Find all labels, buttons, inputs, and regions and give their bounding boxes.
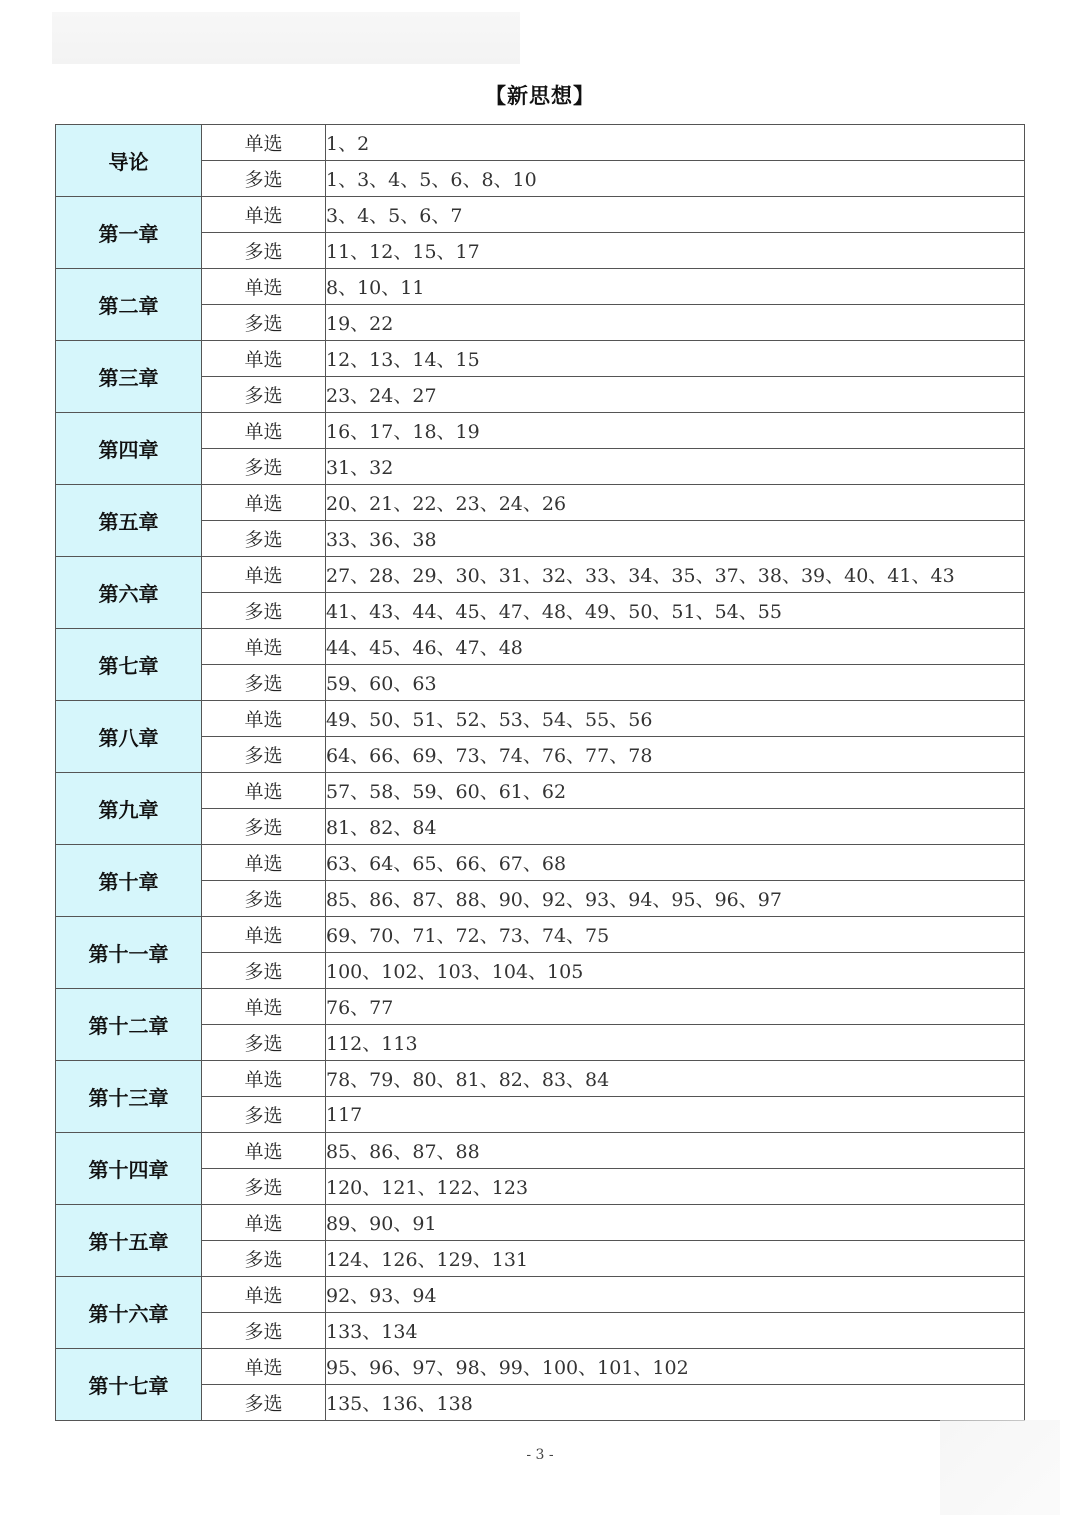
single-choice-numbers: 12、13、14、15 bbox=[326, 341, 1025, 377]
question-type-single: 单选 bbox=[202, 125, 326, 161]
chapter-row-multi bbox=[56, 665, 1025, 701]
chapter-row-single bbox=[56, 989, 1025, 1025]
chapter-row-multi bbox=[56, 377, 1025, 413]
single-choice-numbers: 44、45、46、47、48 bbox=[326, 629, 1025, 665]
question-type-multi: 多选 bbox=[202, 233, 326, 269]
question-type-multi: 多选 bbox=[202, 1241, 326, 1277]
chapter-row-single bbox=[56, 773, 1025, 809]
question-type-single: 单选 bbox=[202, 629, 326, 665]
question-type-multi: 多选 bbox=[202, 665, 326, 701]
multi-choice-numbers: 135、136、138 bbox=[326, 1385, 1025, 1421]
top-blurred-region bbox=[52, 12, 520, 64]
question-type-single: 单选 bbox=[202, 197, 326, 233]
single-choice-numbers: 1、2 bbox=[326, 125, 1025, 161]
multi-choice-numbers: 33、36、38 bbox=[326, 521, 1025, 557]
chapter-row-single bbox=[56, 485, 1025, 521]
question-type-multi: 多选 bbox=[202, 737, 326, 773]
single-choice-numbers: 49、50、51、52、53、54、55、56 bbox=[326, 701, 1025, 737]
chapter-row-multi bbox=[56, 881, 1025, 917]
single-choice-numbers: 8、10、11 bbox=[326, 269, 1025, 305]
chapter-row-single bbox=[56, 845, 1025, 881]
chapter-row-multi bbox=[56, 1097, 1025, 1133]
single-choice-numbers: 92、93、94 bbox=[326, 1277, 1025, 1313]
chapter-row-multi bbox=[56, 449, 1025, 485]
question-type-multi: 多选 bbox=[202, 161, 326, 197]
chapter-name: 第二章 bbox=[56, 269, 202, 341]
corner-watermark bbox=[940, 1420, 1060, 1515]
multi-choice-numbers: 41、43、44、45、47、48、49、50、51、54、55 bbox=[326, 593, 1025, 629]
chapter-row-multi bbox=[56, 1025, 1025, 1061]
question-type-single: 单选 bbox=[202, 413, 326, 449]
question-type-single: 单选 bbox=[202, 701, 326, 737]
chapter-row-multi bbox=[56, 1385, 1025, 1421]
question-type-multi: 多选 bbox=[202, 521, 326, 557]
chapter-name: 第七章 bbox=[56, 629, 202, 701]
chapter-name: 第五章 bbox=[56, 485, 202, 557]
chapter-row-single bbox=[56, 557, 1025, 593]
chapter-name: 第十六章 bbox=[56, 1277, 202, 1349]
single-choice-numbers: 27、28、29、30、31、32、33、34、35、37、38、39、40、41、43 bbox=[326, 557, 1025, 593]
chapter-row-single bbox=[56, 1349, 1025, 1385]
chapter-name: 第八章 bbox=[56, 701, 202, 773]
chapter-name: 第十五章 bbox=[56, 1205, 202, 1277]
question-type-single: 单选 bbox=[202, 1133, 326, 1169]
question-type-multi: 多选 bbox=[202, 449, 326, 485]
multi-choice-numbers: 19、22 bbox=[326, 305, 1025, 341]
chapter-name: 第十四章 bbox=[56, 1133, 202, 1205]
page-number: - 3 - bbox=[526, 1447, 554, 1463]
multi-choice-numbers: 120、121、122、123 bbox=[326, 1169, 1025, 1205]
chapter-name: 第三章 bbox=[56, 341, 202, 413]
question-type-single: 单选 bbox=[202, 269, 326, 305]
page-title: 【新思想】 bbox=[485, 84, 595, 108]
question-type-multi: 多选 bbox=[202, 1097, 326, 1133]
multi-choice-numbers: 117 bbox=[326, 1097, 1025, 1133]
question-type-multi: 多选 bbox=[202, 953, 326, 989]
single-choice-numbers: 78、79、80、81、82、83、84 bbox=[326, 1061, 1025, 1097]
chapter-row-single bbox=[56, 1061, 1025, 1097]
chapter-row-multi bbox=[56, 1169, 1025, 1205]
question-type-single: 单选 bbox=[202, 1349, 326, 1385]
chapter-name: 第十章 bbox=[56, 845, 202, 917]
chapter-row-single bbox=[56, 1133, 1025, 1169]
chapter-row-single bbox=[56, 341, 1025, 377]
question-type-multi: 多选 bbox=[202, 881, 326, 917]
multi-choice-numbers: 112、113 bbox=[326, 1025, 1025, 1061]
question-type-single: 单选 bbox=[202, 557, 326, 593]
multi-choice-numbers: 133、134 bbox=[326, 1313, 1025, 1349]
question-type-single: 单选 bbox=[202, 1205, 326, 1241]
chapter-row-multi bbox=[56, 1313, 1025, 1349]
chapter-name: 第九章 bbox=[56, 773, 202, 845]
question-type-single: 单选 bbox=[202, 845, 326, 881]
single-choice-numbers: 69、70、71、72、73、74、75 bbox=[326, 917, 1025, 953]
multi-choice-numbers: 23、24、27 bbox=[326, 377, 1025, 413]
question-type-single: 单选 bbox=[202, 1061, 326, 1097]
chapter-row-multi bbox=[56, 305, 1025, 341]
chapter-row-multi bbox=[56, 521, 1025, 557]
single-choice-numbers: 89、90、91 bbox=[326, 1205, 1025, 1241]
chapter-name: 第一章 bbox=[56, 197, 202, 269]
chapter-row-single bbox=[56, 701, 1025, 737]
single-choice-numbers: 57、58、59、60、61、62 bbox=[326, 773, 1025, 809]
question-type-single: 单选 bbox=[202, 1277, 326, 1313]
single-choice-numbers: 20、21、22、23、24、26 bbox=[326, 485, 1025, 521]
chapter-row-multi bbox=[56, 233, 1025, 269]
chapter-row-single bbox=[56, 125, 1025, 161]
chapter-row-multi bbox=[56, 1241, 1025, 1277]
multi-choice-numbers: 81、82、84 bbox=[326, 809, 1025, 845]
chapter-answer-table bbox=[55, 124, 1025, 1421]
chapter-row-single bbox=[56, 197, 1025, 233]
question-type-multi: 多选 bbox=[202, 377, 326, 413]
chapter-row-multi bbox=[56, 737, 1025, 773]
chapter-row-single bbox=[56, 1205, 1025, 1241]
chapter-row-single bbox=[56, 917, 1025, 953]
multi-choice-numbers: 11、12、15、17 bbox=[326, 233, 1025, 269]
question-type-single: 单选 bbox=[202, 917, 326, 953]
question-type-multi: 多选 bbox=[202, 1169, 326, 1205]
chapter-row-single bbox=[56, 1277, 1025, 1313]
chapter-name: 第十三章 bbox=[56, 1061, 202, 1133]
question-type-multi: 多选 bbox=[202, 593, 326, 629]
chapter-name: 第四章 bbox=[56, 413, 202, 485]
multi-choice-numbers: 59、60、63 bbox=[326, 665, 1025, 701]
question-type-single: 单选 bbox=[202, 989, 326, 1025]
chapter-row-single bbox=[56, 413, 1025, 449]
chapter-row-multi bbox=[56, 593, 1025, 629]
multi-choice-numbers: 100、102、103、104、105 bbox=[326, 953, 1025, 989]
single-choice-numbers: 95、96、97、98、99、100、101、102 bbox=[326, 1349, 1025, 1385]
chapter-name: 第十七章 bbox=[56, 1349, 202, 1421]
chapter-row-multi bbox=[56, 809, 1025, 845]
question-type-single: 单选 bbox=[202, 773, 326, 809]
question-type-single: 单选 bbox=[202, 341, 326, 377]
chapter-row-multi bbox=[56, 953, 1025, 989]
chapter-row-single bbox=[56, 269, 1025, 305]
question-type-multi: 多选 bbox=[202, 305, 326, 341]
chapter-name: 第六章 bbox=[56, 557, 202, 629]
chapter-name: 导论 bbox=[56, 125, 202, 197]
question-type-multi: 多选 bbox=[202, 1313, 326, 1349]
single-choice-numbers: 63、64、65、66、67、68 bbox=[326, 845, 1025, 881]
question-type-multi: 多选 bbox=[202, 1385, 326, 1421]
chapter-name: 第十一章 bbox=[56, 917, 202, 989]
multi-choice-numbers: 85、86、87、88、90、92、93、94、95、96、97 bbox=[326, 881, 1025, 917]
single-choice-numbers: 85、86、87、88 bbox=[326, 1133, 1025, 1169]
multi-choice-numbers: 31、32 bbox=[326, 449, 1025, 485]
single-choice-numbers: 16、17、18、19 bbox=[326, 413, 1025, 449]
multi-choice-numbers: 124、126、129、131 bbox=[326, 1241, 1025, 1277]
single-choice-numbers: 3、4、5、6、7 bbox=[326, 197, 1025, 233]
question-type-multi: 多选 bbox=[202, 809, 326, 845]
chapter-row-multi bbox=[56, 161, 1025, 197]
multi-choice-numbers: 64、66、69、73、74、76、77、78 bbox=[326, 737, 1025, 773]
chapter-name: 第十二章 bbox=[56, 989, 202, 1061]
question-type-multi: 多选 bbox=[202, 1025, 326, 1061]
single-choice-numbers: 76、77 bbox=[326, 989, 1025, 1025]
multi-choice-numbers: 1、3、4、5、6、8、10 bbox=[326, 161, 1025, 197]
chapter-row-single bbox=[56, 629, 1025, 665]
question-type-single: 单选 bbox=[202, 485, 326, 521]
